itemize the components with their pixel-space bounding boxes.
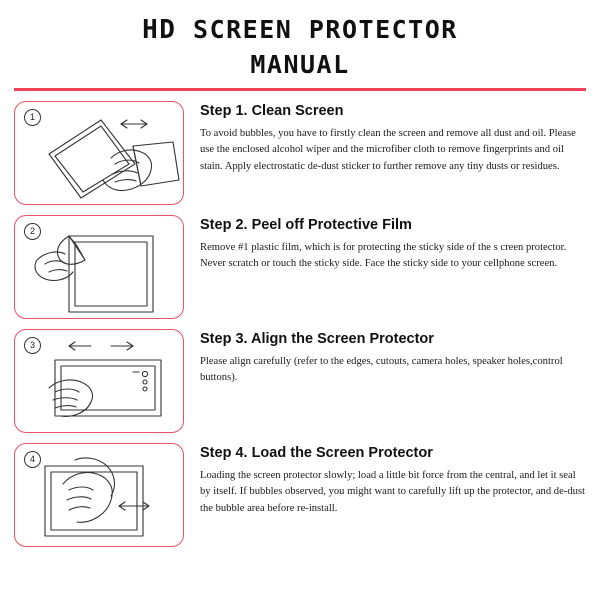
step-title: Step 4. Load the Screen Protector <box>200 444 433 461</box>
step-number-badge: 2 <box>24 223 41 240</box>
step-number-badge: 4 <box>24 451 41 468</box>
page-title-hd: HD <box>142 15 177 45</box>
step-body <box>184 443 586 517</box>
step-title: Step 1. Clean Screen <box>200 102 344 119</box>
illustration-peel-film <box>14 215 184 319</box>
steps-list <box>0 91 600 547</box>
step-number-badge: 1 <box>24 109 41 126</box>
page-subtitle: MANUAL <box>250 49 350 79</box>
step-title: Step 2. Peel off Protective Film <box>200 216 412 233</box>
step-title: Step 3. Align the Screen Protector <box>200 330 434 347</box>
step-item <box>14 215 586 319</box>
page-title <box>0 14 600 47</box>
step-item <box>14 101 586 205</box>
illustration-align-protector <box>14 329 184 433</box>
page-footer-space <box>0 557 600 565</box>
step-text: Please align carefully (refer to the edges, cutouts, camera holes, speaker holes,control buttons). <box>200 355 563 384</box>
step-text: To avoid bubbles, you have to firstly clean the screen and remove all dust and oil. Please use the enclosed alcohol wiper and the microfiber cloth to remove fingerprints and oil stain. Apply electrostatic de-dust sticker to further remove any tiny dusts or residues. <box>200 127 576 172</box>
page-title-rest: SCREEN PROTECTOR <box>176 15 458 44</box>
page-header <box>0 0 600 80</box>
step-text: Remove #1 plastic film, which is for protecting the sticky side of the s creen protector. Never scratch or touch the sticky side. Face the sticky side to your cellphone screen. <box>200 241 567 270</box>
step-number-badge: 3 <box>24 337 41 354</box>
step-body <box>184 329 586 387</box>
illustration-clean-screen <box>14 101 184 205</box>
step-text: Loading the screen protector slowly; load a little bit force from the central, and let it seal by itself. If bubbles observed, you might want to carefully lift up the protector, and de-dust the bubble area before re-install. <box>200 469 585 514</box>
step-item <box>14 329 586 433</box>
step-item <box>14 443 586 547</box>
step-body <box>184 215 586 273</box>
step-body <box>184 101 586 175</box>
illustration-load-protector <box>14 443 184 547</box>
